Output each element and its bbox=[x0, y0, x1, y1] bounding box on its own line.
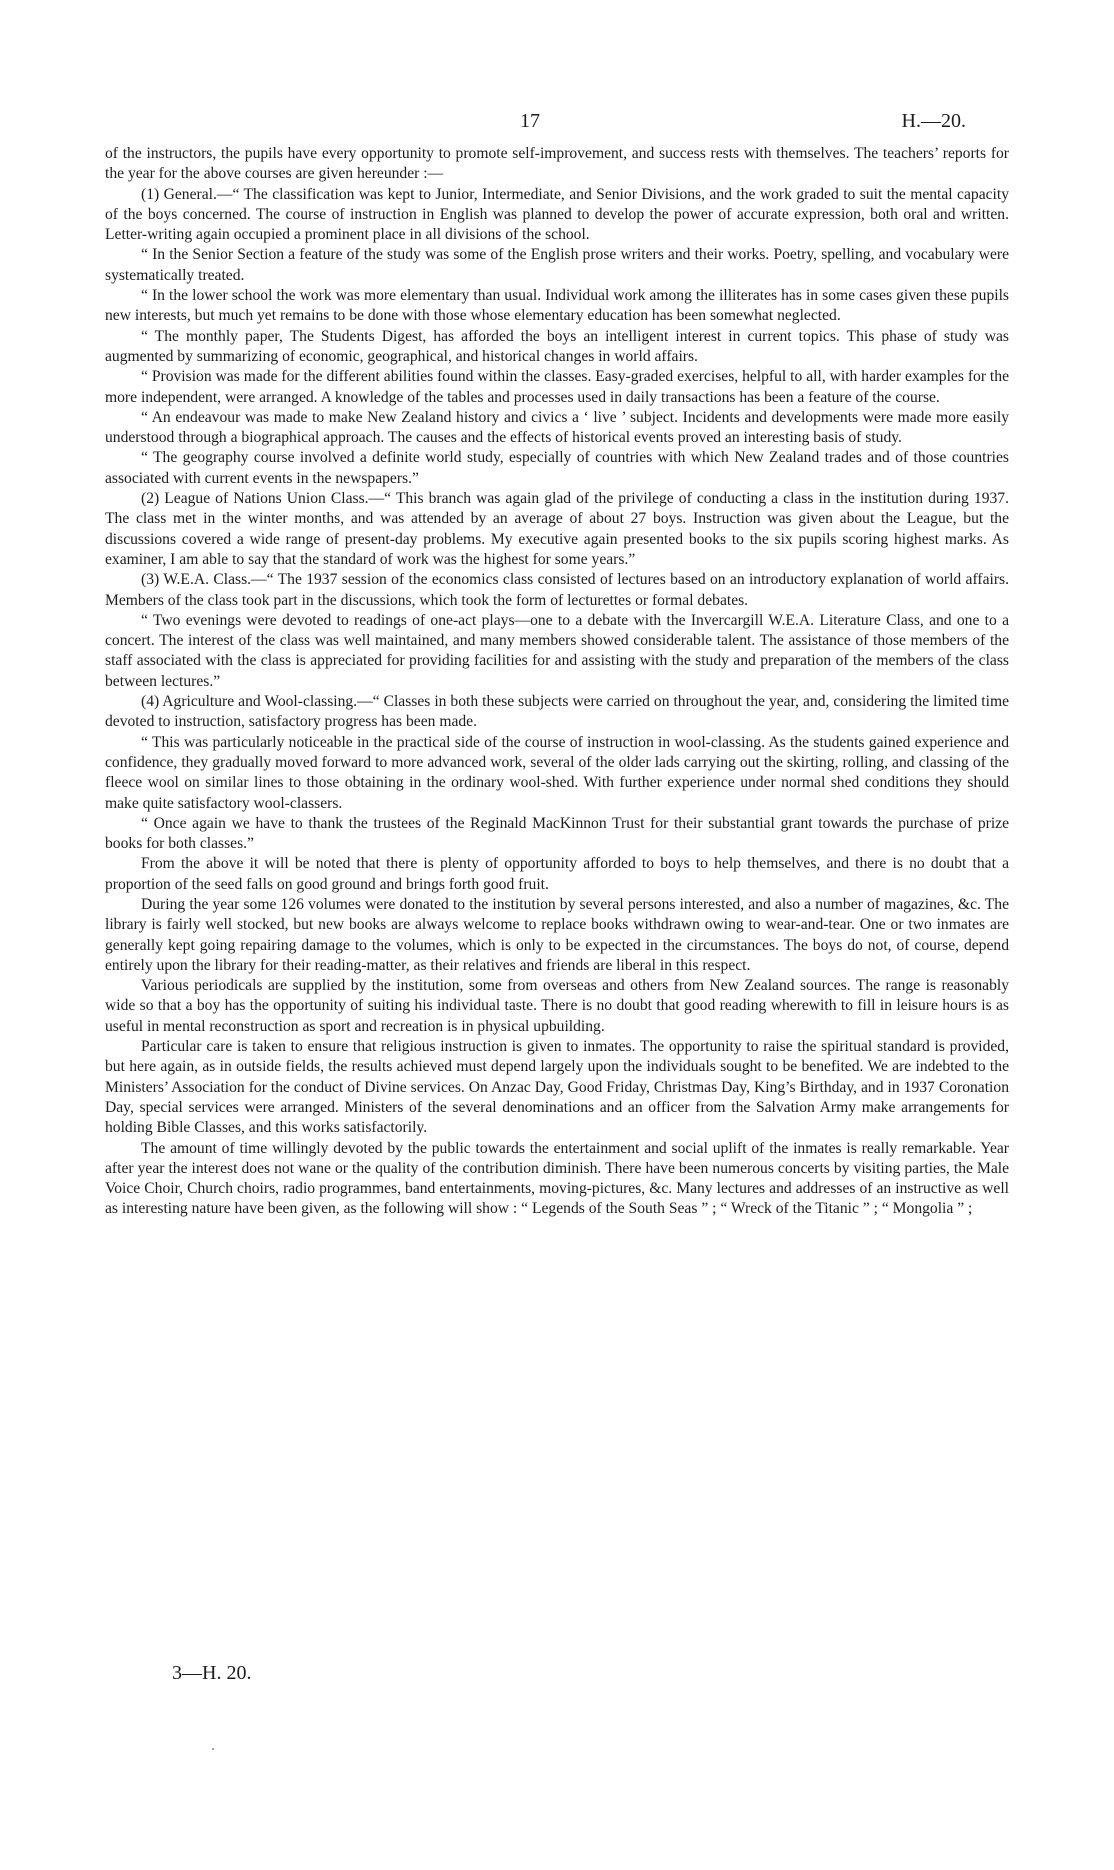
paragraph: “ Two evenings were devoted to readings of one-act plays—one to a debate with the Invercargill W.E.A. Literature Class, and one to a concert. The interest of the class was well maintained, and many members showed considerable talent. The assistance of those members of the staff associated with the class is appreciated for providing facilities for and assisting with the study and preparation of the members of the class between lectures.” bbox=[105, 611, 1009, 690]
paragraph: During the year some 126 volumes were donated to the institution by several persons interested, and also a number of magazines, &c. The library is fairly well stocked, but new books are always welcome to replace books withdrawn owing to wear-and-tear. One or two inmates are generally kept going repairing damage to the volumes, which is only to be expected in the circumstances. The boys do not, of course, depend entirely upon the library for their reading-matter, as their relatives and friends are liberal in this respect. bbox=[105, 895, 1009, 974]
body-text bbox=[105, 144, 1009, 1220]
page-number: 17 bbox=[520, 110, 540, 132]
paragraph: “ This was particularly noticeable in the practical side of the course of instruction in wool-classing. As the students gained experience and confidence, they gradually moved forward to more advanced work, several of the older lads carrying out the skirting, rolling, and classing of the fleece wool on similar lines to those obtaining in the ordinary wool-shed. With further experience under normal shed conditions they should make quite satisfactory wool-classers. bbox=[105, 733, 1009, 812]
paragraph: (2) League of Nations Union Class.—“ This branch was again glad of the privilege of conducting a class in the institution during 1937. The class met in the winter months, and was attended by an average of about 27 boys. Instruction was given about the League, but the discussions covered a wide range of present-day problems. My executive again presented books to the six pupils scoring highest marks. As examiner, I am able to say that the standard of work was the highest for some years.” bbox=[105, 490, 1009, 568]
signature-mark: 3—H. 20. bbox=[172, 1662, 252, 1684]
paragraph: of the instructors, the pupils have every opportunity to promote self-improvement, and success rests with themselves. The teachers’ reports for the year for the above courses are given hereunder :— bbox=[105, 145, 1009, 183]
paragraph: “ The monthly paper, The Students Digest, has afforded the boys an intelligent interest in current topics. This phase of study was augmented by summarizing of economic, geographical, and historical changes in world affairs. bbox=[105, 327, 1009, 365]
paragraph: Various periodicals are supplied by the institution, some from overseas and others from New Zealand sources. The range is reasonably wide so that a boy has the opportunity of suiting his individual taste. There is no doubt that good reading wherewith to fill in leisure hours is as useful in mental reconstruction as sport and recreation is in physical upbuilding. bbox=[105, 977, 1009, 1035]
paragraph: “ Provision was made for the different abilities found within the classes. Easy-graded exercises, helpful to all, with harder examples for the more independent, were arranged. A knowledge of the tables and processes used in daily transactions has been a feature of the course. bbox=[105, 368, 1009, 406]
paragraph: “ In the Senior Section a feature of the study was some of the English prose writers and their works. Poetry, spelling, and vocabulary were systematically treated. bbox=[105, 246, 1009, 284]
paragraph: “ Once again we have to thank the trustees of the Reginald MacKinnon Trust for their substantial grant towards the purchase of prize books for both classes.” bbox=[105, 814, 1009, 853]
paragraph: “ The geography course involved a definite world study, especially of countries with which New Zealand trades and of those countries associated with current events in the newspapers.” bbox=[105, 449, 1009, 487]
paragraph: (4) Agriculture and Wool-classing.—“ Classes in both these subjects were carried on throughout the year, and, considering the limited time devoted to instruction, satisfactory progress has been made. bbox=[105, 693, 1009, 731]
paragraph: (1) General.—“ The classification was kept to Junior, Intermediate, and Senior Divisions, and the work graded to suit the mental capacity of the boys concerned. The course of instruction in English was planned to develop the power of accurate expression, both oral and written. Letter-writing again occupied a prominent place in all divisions of the school. bbox=[105, 185, 1009, 244]
paragraph: From the above it will be noted that there is plenty of opportunity afforded to boys to help themselves, and there is no doubt that a proportion of the seed falls on good ground and brings forth good fruit. bbox=[105, 855, 1009, 893]
paragraph: “ In the lower school the work was more elementary than usual. Individual work among the illiterates has in some cases given these pupils new interests, but much yet remains to be done with those whose elementary education has been somewhat neglected. bbox=[105, 287, 1009, 325]
paragraph: (3) W.E.A. Class.—“ The 1937 session of the economics class consisted of lectures based on an introductory explanation of world affairs. Members of the class took part in the discussions, which took the form of lecturettes or formal debates. bbox=[105, 571, 1009, 609]
paragraph: The amount of time willingly devoted by the public towards the entertainment and social uplift of the inmates is really remarkable. Year after year the interest does not wane or the quality of the contribution diminish. There have been numerous concerts by visiting parties, the Male Voice Choir, Church choirs, radio programmes, band entertainments, moving-pictures, &c. Many lectures and addresses of an instructive as well as interesting nature have been given, as the following will show : “ Legends of the South Seas ” ; “ Wreck of the Titanic ” ; “ Mongolia ” ; bbox=[105, 1139, 1009, 1218]
document-reference: H.—20. bbox=[901, 110, 966, 132]
paragraph: Particular care is taken to ensure that religious instruction is given to inmates. The opportunity to raise the spiritual standard is provided, but here again, as in outside fields, the results achieved must depend largely upon the individuals sought to be benefited. We are indebted to the Ministers’ Association for the conduct of Divine services. On Anzac Day, Good Friday, Christmas Day, King’s Birthday, and in 1937 Coronation Day, special services were arranged. Ministers of the several denominations and an officer from the Salvation Army make arrangements for holding Bible Classes, and this works satisfactorily. bbox=[105, 1038, 1009, 1137]
paragraph: “ An endeavour was made to make New Zealand history and civics a ‘ live ’ subject. Incidents and developments were made more easily understood through a biographical approach. The causes and the effects of historical events proved an interesting basis of study. bbox=[105, 408, 1009, 447]
footer-dot bbox=[212, 1748, 214, 1750]
